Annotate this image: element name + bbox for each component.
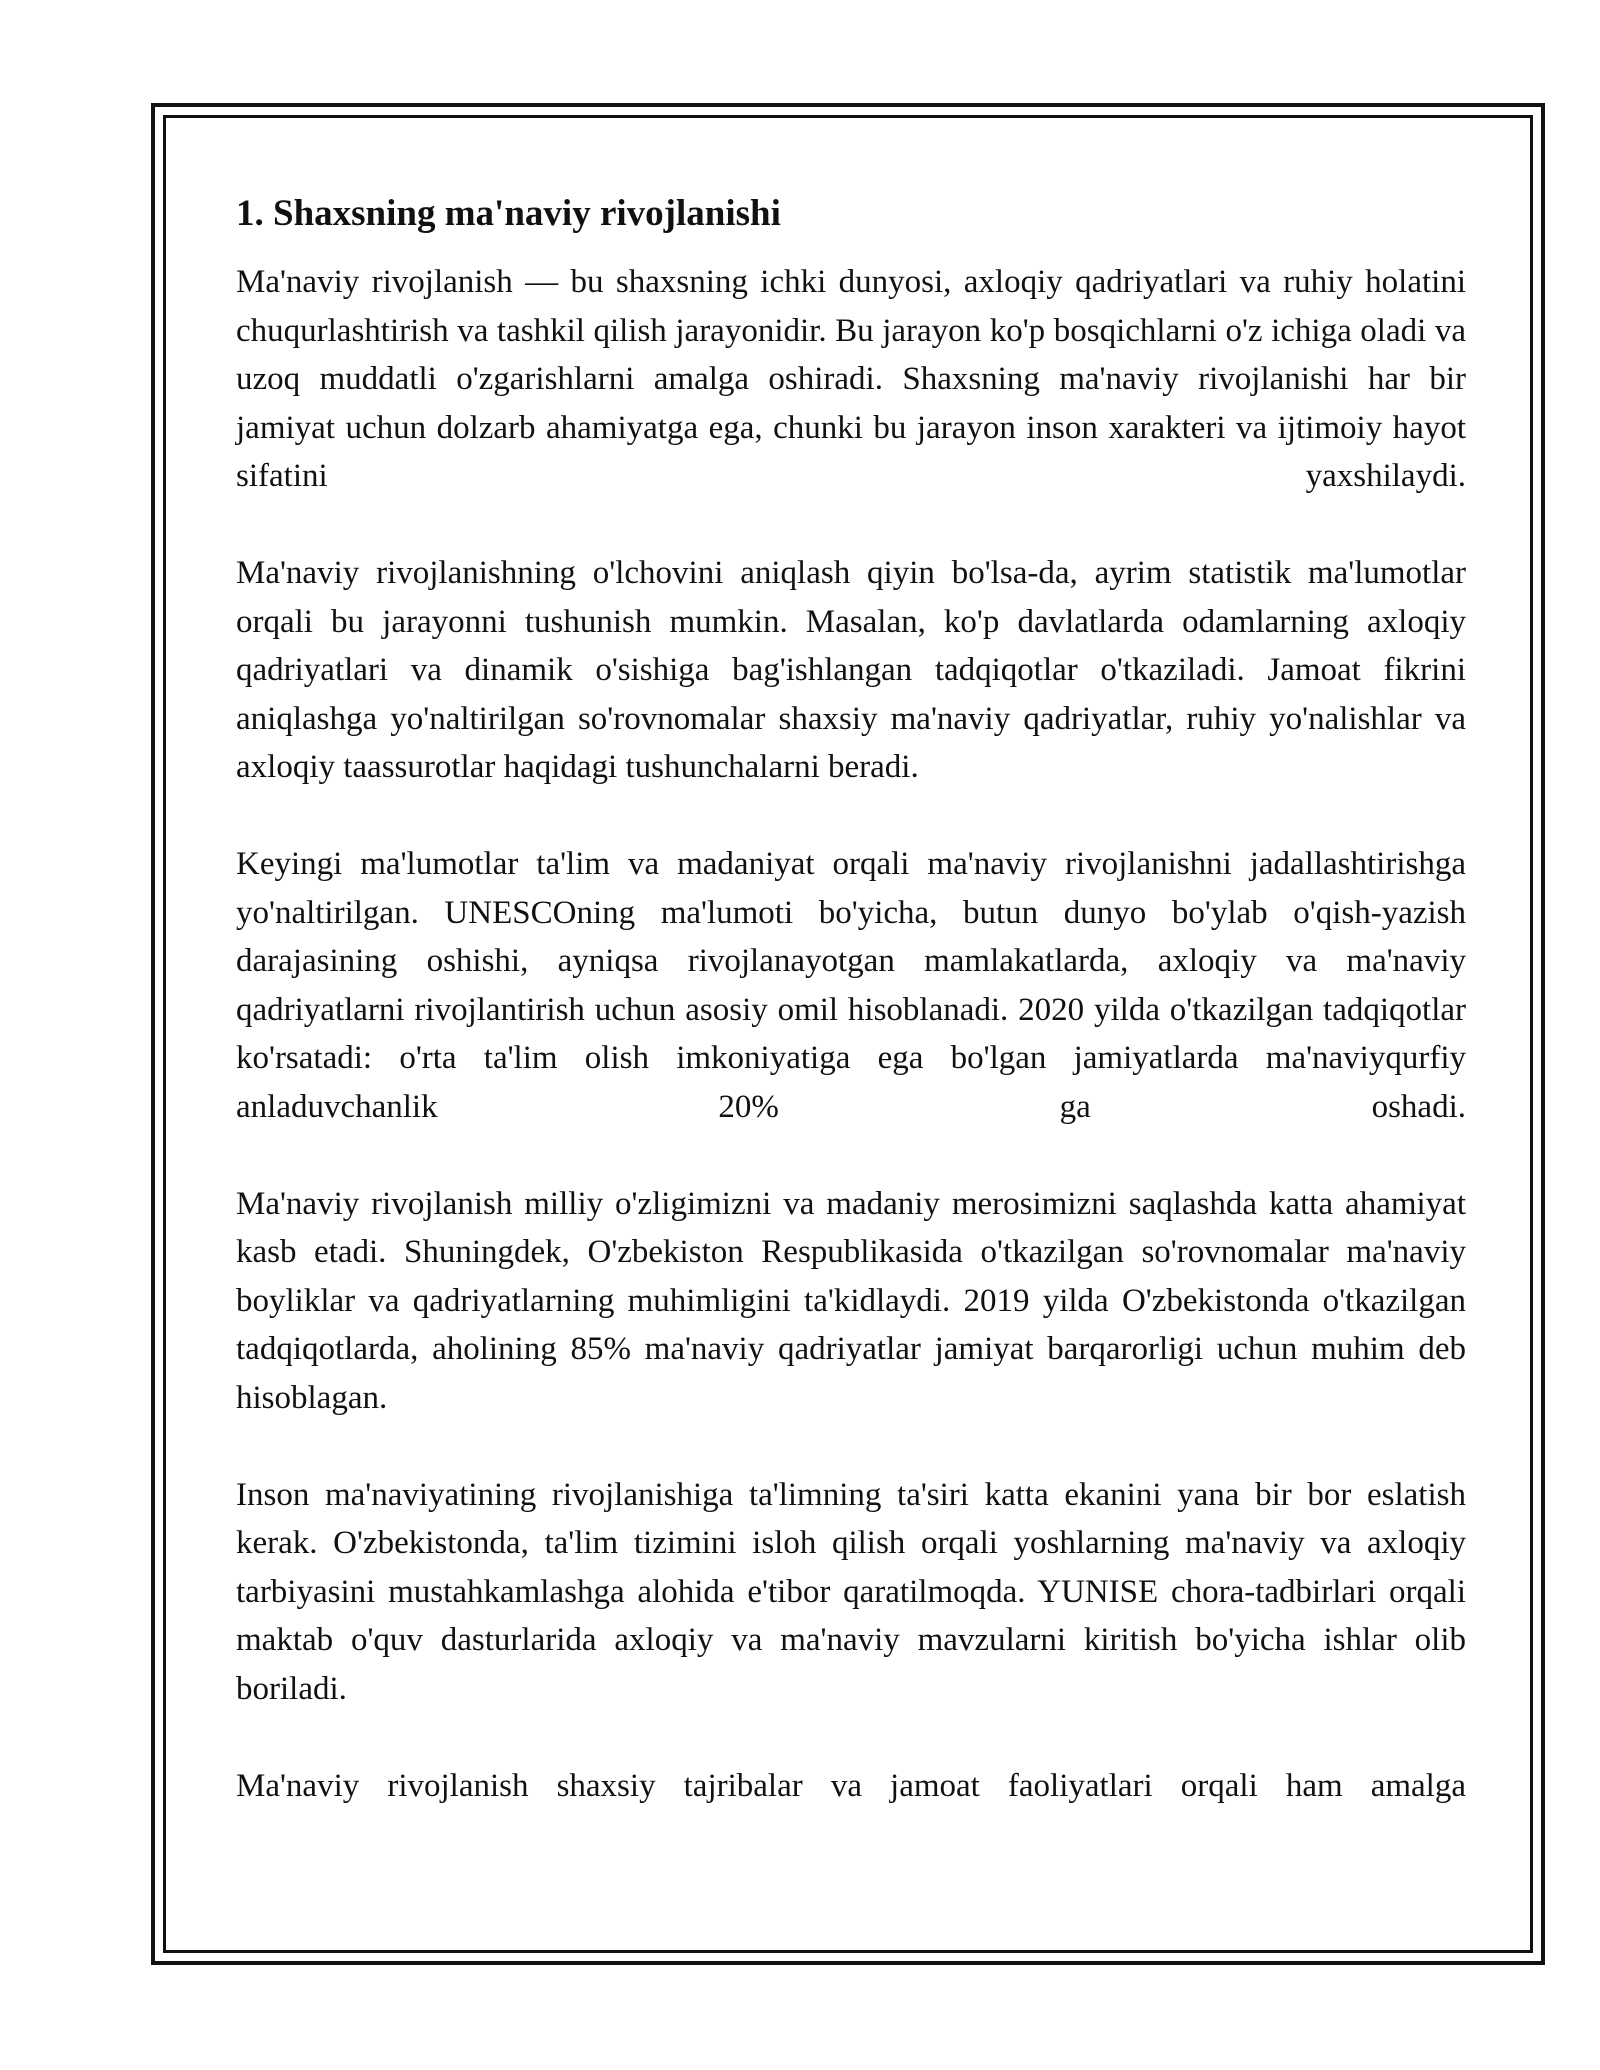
paragraph-4: Ma'naviy rivojlanish milliy o'zligimizni va madaniy merosimizni saqlashda katta ahamiyat kasb etadi. Shuningdek, O'zbekiston Respublikasida o'tkazilgan so'rovnomalar ma'naviy boyliklar va qadriyatlarning muhimligini ta'kidlaydi. 2019 yilda O'zbekistonda o'tkazilgan tadqiqotlarda, aholining 85% ma'naviy qadriyatlar jamiyat barqarorligi uchun muhim deb hisoblagan. [236,1185,1466,1416]
paragraph-3: Keyingi ma'lumotlar ta'lim va madaniyat orqali ma'naviy rivojlanishni jadallashtirishga yo'naltirilgan. UNESCOning ma'lumoti bo'yicha, butun dunyo bo'ylab o'qish-yazish darajasining oshishi, ayniqsa rivojlanayotgan mamlakatlarda, axloqiy va ma'naviy qadriyatlarni rivojlantirish uchun asosiy omil hisoblanadi. 2020 yilda o'tkazilgan tadqiqotlar ko'rsatadi: o'rta ta'lim olish imkoniyatiga ega bo'lgan jamiyatlarda ma'naviyqurfiy anladuvchanlik 20% ga oshadi. [236,846,1466,1125]
paragraph-6: Ma'naviy rivojlanish shaxsiy tajribalar va jamoat faoliyatlari orqali ham amalga [236,1767,1466,1804]
section-heading: 1. Shaxsning ma'naviy rivojlanishi [236,193,781,234]
document-body [236,190,1466,1859]
paragraph-1: Ma'naviy rivojlanish — bu shaxsning ichki dunyosi, axloqiy qadriyatlari va ruhiy holatini chuqurlashtirish va tashkil qilish jarayonidir. Bu jarayon ko'p bosqichlarni o'z ichiga oladi va uzoq muddatli o'zgarishlarni amalga oshiradi. Shaxsning ma'naviy rivojlanishi har bir jamiyat uchun dolzarb ahamiyatga ega, chunki bu jarayon inson xarakteri va ijtimoiy hayot sifatini yaxshilaydi. [236,264,1466,494]
paragraph-2: Ma'naviy rivojlanishning o'lchovini aniqlash qiyin bo'lsa-da, ayrim statistik ma'lumotlar orqali bu jarayonni tushunish mumkin. Masalan, ko'p davlatlarda odamlarning axloqiy qadriyatlari va dinamik o'sishiga bag'ishlangan tadqiqotlar o'tkaziladi. Jamoat fikrini aniqlashga yo'naltirilgan so'rovnomalar shaxsiy ma'naviy qadriyatlar, ruhiy yo'nalishlar va axloqiy taassurotlar haqidagi tushunchalarni beradi. [236,555,1466,785]
paragraph-5: Inson ma'naviyatining rivojlanishiga ta'limning ta'siri katta ekanini yana bir bor eslatish kerak. O'zbekistonda, ta'lim tizimini isloh qilish orqali yoshlarning ma'naviy va axloqiy tarbiyasini mustahkamlashga alohida e'tibor qaratilmoqda. YUNISE chora-tadbirlari orqali maktab o'quv dasturlarida axloqiy va ma'naviy mavzularni kiritish bo'yicha ishlar olib boriladi. [236,1476,1466,1707]
